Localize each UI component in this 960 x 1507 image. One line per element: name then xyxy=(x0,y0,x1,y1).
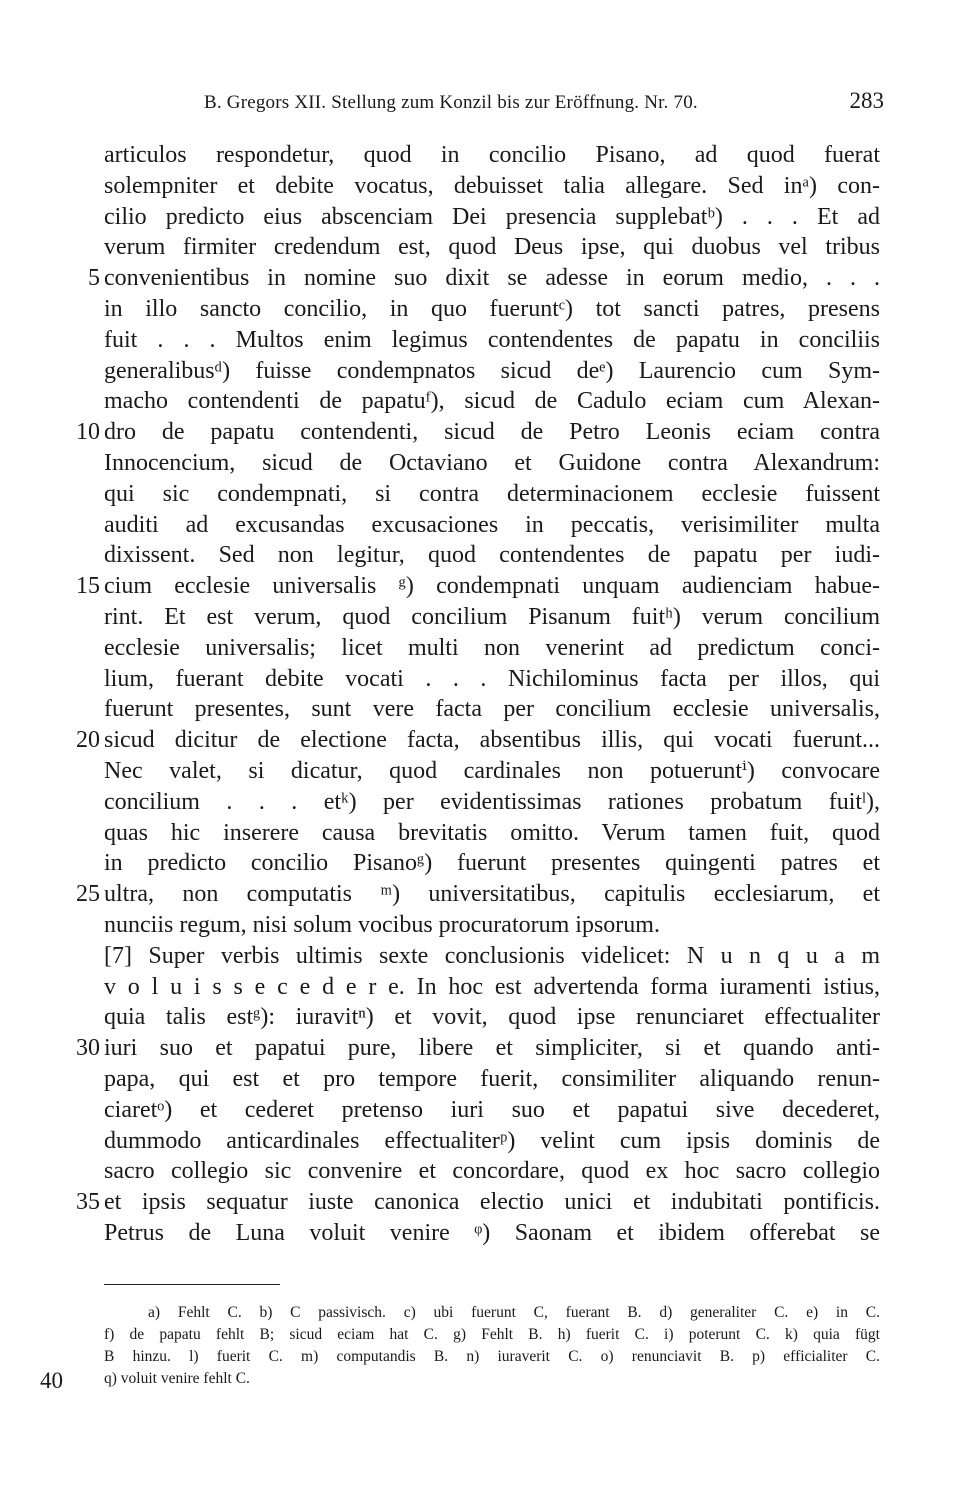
line-text: quas hic inserere causa brevitatis omitto. Verum tamen fuit, quod xyxy=(104,819,880,846)
line-text: v o l u i s s e c e d e r e. In hoc est advertenda forma iuramenti istius, xyxy=(104,973,880,1000)
footnote-text: B hinzu. l) fuerit C. m) computandis B. n) iuraverit C. o) renunciavit B. p) efficialiter C. xyxy=(104,1348,880,1365)
line-text: fuerunt presentes, sunt vere facta per concilium ecclesie universalis, xyxy=(104,696,880,723)
line-text: dummodo anticardinales effectualiterᵖ) velint cum ipsis dominis de xyxy=(104,1127,880,1154)
text-line xyxy=(0,1126,960,1157)
line-number: 30 xyxy=(76,1035,100,1062)
text-line xyxy=(0,540,960,571)
line-text: concilium . . . etᵏ) per evidentissimas rationes probatum fuitˡ), xyxy=(104,788,880,815)
line-text: rint. Et est verum, quod concilium Pisanum fuitʰ) verum concilium xyxy=(104,603,880,630)
line-text: quia talis estᵍ): iuravitⁿ) et vovit, quod ipse renunciaret effectualiter xyxy=(104,1004,880,1031)
footnote-text: f) de papatu fehlt B; sicud eciam hat C. g) Fehlt B. h) fuerit C. i) poterunt C. k) quia fügt xyxy=(104,1326,880,1343)
text-line xyxy=(0,294,960,325)
text-line xyxy=(0,879,960,910)
line-text: et ipsis sequatur iuste canonica electio unici et indubitati pontificis. xyxy=(104,1189,880,1216)
text-line xyxy=(0,479,960,510)
line-text: iuri suo et papatui pure, libere et simpliciter, si et quando anti- xyxy=(104,1035,880,1062)
text-line xyxy=(0,202,960,233)
text-line xyxy=(0,633,960,664)
text-line xyxy=(0,571,960,602)
body-text xyxy=(0,140,960,1249)
page-number: 283 xyxy=(849,88,884,113)
text-line xyxy=(0,448,960,479)
line-text: macho contendenti de papatuᶠ), sicud de Cadulo eciam cum Alexan- xyxy=(104,388,880,415)
line-text: convenientibus in nomine suo dixit se adesse in eorum medio, . . . xyxy=(104,265,880,292)
line-text: cium ecclesie universalis ᵍ) condempnati unquam audienciam habue- xyxy=(104,573,880,600)
line-text: cilio predicto eius abscenciam Dei presencia supplebatᵇ) . . . Et ad xyxy=(104,203,880,230)
page-header xyxy=(204,88,884,122)
line-number: 35 xyxy=(76,1189,100,1216)
line-number: 5 xyxy=(88,265,100,292)
text-line xyxy=(0,325,960,356)
line-number: 20 xyxy=(76,727,100,754)
footnote-line xyxy=(0,1302,960,1324)
line-text: fuit . . . Multos enim legimus contendentes de papatu in conciliis xyxy=(104,326,880,353)
line-text: lium, fuerant debite vocati . . . Nichilominus facta per illos, qui xyxy=(104,665,880,692)
line-text: dixissent. Sed non legitur, quod contendentes de papatu per iudi- xyxy=(104,542,880,569)
text-line xyxy=(0,232,960,263)
text-line xyxy=(0,787,960,818)
line-text: articulos respondetur, quod in concilio Pisano, ad quod fuerat xyxy=(104,142,880,168)
footnote-line xyxy=(0,1346,960,1368)
text-line xyxy=(0,972,960,1003)
footnotes xyxy=(0,1302,960,1393)
text-line xyxy=(0,386,960,417)
line-text: Innocencium, sicud de Octaviano et Guidone contra Alexandrum: xyxy=(104,449,880,476)
line-text: solempniter et debite vocatus, debuisset talia allegare. Sed inᵃ) con- xyxy=(104,172,880,199)
line-number: 25 xyxy=(76,881,100,908)
line-text: nunciis regum, nisi solum vocibus procuratorum ipsorum. xyxy=(104,911,660,938)
footnote-rule xyxy=(104,1284,280,1285)
line-text: ultra, non computatis ᵐ) universitatibus, capitulis ecclesiarum, et xyxy=(104,881,880,908)
text-line xyxy=(0,818,960,849)
line-text: Nec valet, si dicatur, quod cardinales non potueruntⁱ) convocare xyxy=(104,757,880,784)
line-text: dro de papatu contendenti, sicud de Petro Leonis eciam contra xyxy=(104,419,880,446)
footnote-line xyxy=(0,1368,960,1393)
line-text: ecclesie universalis; licet multi non venerint ad predictum conci- xyxy=(104,634,880,661)
text-line xyxy=(0,1033,960,1064)
text-line xyxy=(0,140,960,171)
footnote-line xyxy=(0,1324,960,1346)
text-line xyxy=(0,1156,960,1187)
line-text: generalibusᵈ) fuisse condempnatos sicud deᵉ) Laurencio cum Sym- xyxy=(104,357,880,384)
text-line xyxy=(0,1002,960,1033)
text-line xyxy=(0,725,960,756)
line-text: in predicto concilio Pisanoᵍ) fuerunt presentes quingenti patres et xyxy=(104,850,880,877)
text-line xyxy=(0,171,960,202)
text-line xyxy=(0,1187,960,1218)
line-text: sicud dicitur de electione facta, absentibus illis, qui vocati fuerunt... xyxy=(104,727,880,754)
line-number: 40 xyxy=(40,1368,63,1393)
line-text: papa, qui est et pro tempore fuerit, consimiliter aliquando renun- xyxy=(104,1065,880,1092)
line-text: sacro collegio sic convenire et concordare, quod ex hoc sacro collegio xyxy=(104,1158,880,1185)
text-line xyxy=(0,1095,960,1126)
running-head: B. Gregors XII. Stellung zum Konzil bis zur Eröffnung. Nr. 70. xyxy=(204,92,698,113)
text-line xyxy=(0,602,960,633)
line-number: 15 xyxy=(76,573,100,600)
line-number: 10 xyxy=(76,419,100,446)
line-text: verum firmiter credendum est, quod Deus ipse, qui duobus vel tribus xyxy=(104,234,880,261)
line-text: Petrus de Luna voluit venire ᵠ) Saonam et ibidem offerebat se xyxy=(104,1219,880,1246)
text-line xyxy=(0,263,960,294)
text-line xyxy=(0,510,960,541)
text-line xyxy=(0,910,960,941)
line-text: ciaretᵒ) et cederet pretenso iuri suo et papatui sive decederet, xyxy=(104,1096,880,1123)
text-line xyxy=(0,756,960,787)
text-line xyxy=(0,694,960,725)
line-text: [7] Super verbis ultimis sexte conclusionis videlicet: N u n q u a m xyxy=(104,942,880,969)
line-text: in illo sancto concilio, in quo fueruntᶜ) tot sancti patres, presens xyxy=(104,295,880,322)
footnote-text: q) voluit venire fehlt C. xyxy=(104,1370,250,1387)
text-line xyxy=(0,941,960,972)
text-line xyxy=(0,1218,960,1249)
line-text: auditi ad excusandas excusaciones in peccatis, verisimiliter multa xyxy=(104,511,880,538)
text-line xyxy=(0,417,960,448)
text-line xyxy=(0,664,960,695)
line-text: qui sic condempnati, si contra determinacionem ecclesie fuissent xyxy=(104,480,880,507)
text-line xyxy=(0,848,960,879)
text-line xyxy=(0,356,960,387)
footnote-text: a) Fehlt C. b) C passivisch. c) ubi fuerunt C, fuerant B. d) generaliter C. e) in C. xyxy=(148,1304,880,1321)
text-line xyxy=(0,1064,960,1095)
